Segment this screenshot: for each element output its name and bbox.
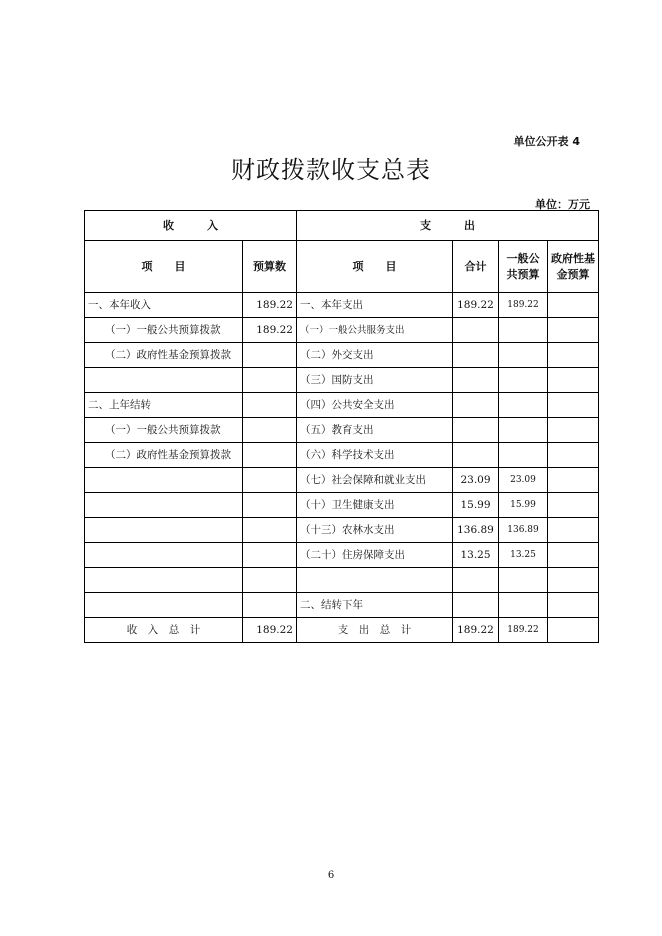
income-amount bbox=[243, 568, 297, 593]
expense-fund bbox=[548, 543, 599, 568]
expense-general bbox=[499, 343, 548, 368]
income-amount bbox=[243, 593, 297, 618]
income-amount: 189.22 bbox=[243, 318, 297, 343]
income-amount bbox=[243, 368, 297, 393]
total-row bbox=[85, 618, 599, 643]
expense-item: （一）一般公共服务支出 bbox=[297, 318, 453, 343]
expense-item: 二、结转下年 bbox=[297, 593, 453, 618]
expense-fund bbox=[548, 318, 599, 343]
expense-general: 13.25 bbox=[499, 543, 548, 568]
income-item: （一）一般公共预算拨款 bbox=[85, 318, 243, 343]
income-item bbox=[85, 493, 243, 518]
expense-total bbox=[453, 343, 499, 368]
expense-total: 189.22 bbox=[453, 293, 499, 318]
col-general: 一般公共预算 bbox=[499, 241, 548, 293]
expense-general: 23.09 bbox=[499, 468, 548, 493]
expense-total bbox=[453, 393, 499, 418]
expense-general bbox=[499, 368, 548, 393]
unit-label: 单位：万元 bbox=[535, 198, 590, 211]
table-row bbox=[85, 518, 599, 543]
table-row bbox=[85, 418, 599, 443]
col-item-right: 项 目 bbox=[297, 241, 453, 293]
expense-total-label: 支 出 总 计 bbox=[297, 618, 453, 643]
expense-fund bbox=[548, 343, 599, 368]
expense-total: 15.99 bbox=[453, 493, 499, 518]
table-row bbox=[85, 368, 599, 393]
income-item bbox=[85, 368, 243, 393]
expense-item: （二十）住房保障支出 bbox=[297, 543, 453, 568]
expense-general: 136.89 bbox=[499, 518, 548, 543]
expense-item: （四）公共安全支出 bbox=[297, 393, 453, 418]
expense-item: （十三）农林水支出 bbox=[297, 518, 453, 543]
table-row bbox=[85, 543, 599, 568]
col-total: 合计 bbox=[453, 241, 499, 293]
column-header-row bbox=[85, 241, 599, 293]
income-item bbox=[85, 543, 243, 568]
income-item: （二）政府性基金预算拨款 bbox=[85, 343, 243, 368]
expense-total: 13.25 bbox=[453, 543, 499, 568]
income-item bbox=[85, 568, 243, 593]
expense-total: 23.09 bbox=[453, 468, 499, 493]
expense-general bbox=[499, 393, 548, 418]
col-budget: 预算数 bbox=[243, 241, 297, 293]
expense-fund bbox=[548, 593, 599, 618]
expense-item: （五）教育支出 bbox=[297, 418, 453, 443]
expense-fund bbox=[548, 443, 599, 468]
expense-fund bbox=[548, 393, 599, 418]
expense-fund bbox=[548, 518, 599, 543]
page-number: 6 bbox=[327, 870, 335, 881]
expense-fund-sum bbox=[548, 618, 599, 643]
table-row bbox=[85, 293, 599, 318]
expense-general bbox=[499, 318, 548, 343]
expense-fund bbox=[548, 468, 599, 493]
expense-total-sum: 189.22 bbox=[453, 618, 499, 643]
income-amount bbox=[243, 418, 297, 443]
income-header: 收 入 bbox=[85, 211, 297, 241]
expense-fund bbox=[548, 368, 599, 393]
expense-total bbox=[453, 443, 499, 468]
income-amount bbox=[243, 393, 297, 418]
expense-item: （二）外交支出 bbox=[297, 343, 453, 368]
income-total-label: 收 入 总 计 bbox=[85, 618, 243, 643]
income-item bbox=[85, 518, 243, 543]
income-amount bbox=[243, 468, 297, 493]
income-item: 二、上年结转 bbox=[85, 393, 243, 418]
table-row bbox=[85, 468, 599, 493]
page-title: 财政拨款收支总表 bbox=[231, 156, 431, 184]
col-item-left: 项 目 bbox=[85, 241, 243, 293]
income-item: （二）政府性基金预算拨款 bbox=[85, 443, 243, 468]
table-row bbox=[85, 593, 599, 618]
income-amount bbox=[243, 518, 297, 543]
section-header-row bbox=[85, 211, 599, 241]
expense-general bbox=[499, 418, 548, 443]
income-item: （一）一般公共预算拨款 bbox=[85, 418, 243, 443]
col-fund: 政府性基金预算 bbox=[548, 241, 599, 293]
income-item: 一、本年收入 bbox=[85, 293, 243, 318]
expense-fund bbox=[548, 493, 599, 518]
table-row bbox=[85, 318, 599, 343]
expense-total bbox=[453, 318, 499, 343]
income-amount bbox=[243, 493, 297, 518]
expense-item bbox=[297, 568, 453, 593]
expense-fund bbox=[548, 293, 599, 318]
expense-fund bbox=[548, 418, 599, 443]
expense-general bbox=[499, 443, 548, 468]
table-row bbox=[85, 568, 599, 593]
income-amount bbox=[243, 543, 297, 568]
expense-header: 支 出 bbox=[297, 211, 599, 241]
income-amount: 189.22 bbox=[243, 293, 297, 318]
budget-table bbox=[84, 210, 599, 643]
expense-general bbox=[499, 568, 548, 593]
table-row bbox=[85, 343, 599, 368]
income-total-amount: 189.22 bbox=[243, 618, 297, 643]
expense-total bbox=[453, 593, 499, 618]
form-number: 单位公开表 4 bbox=[513, 135, 580, 148]
expense-total: 136.89 bbox=[453, 518, 499, 543]
expense-total bbox=[453, 568, 499, 593]
income-amount bbox=[243, 343, 297, 368]
expense-general bbox=[499, 593, 548, 618]
table-row bbox=[85, 493, 599, 518]
expense-total bbox=[453, 368, 499, 393]
expense-general: 15.99 bbox=[499, 493, 548, 518]
expense-item: （三）国防支出 bbox=[297, 368, 453, 393]
expense-general: 189.22 bbox=[499, 293, 548, 318]
expense-item: 一、本年支出 bbox=[297, 293, 453, 318]
expense-general-sum: 189.22 bbox=[499, 618, 548, 643]
income-item bbox=[85, 593, 243, 618]
table-row bbox=[85, 393, 599, 418]
table-row bbox=[85, 443, 599, 468]
income-amount bbox=[243, 443, 297, 468]
income-item bbox=[85, 468, 243, 493]
expense-item: （七）社会保障和就业支出 bbox=[297, 468, 453, 493]
expense-item: （六）科学技术支出 bbox=[297, 443, 453, 468]
expense-total bbox=[453, 418, 499, 443]
expense-fund bbox=[548, 568, 599, 593]
expense-item: （十）卫生健康支出 bbox=[297, 493, 453, 518]
